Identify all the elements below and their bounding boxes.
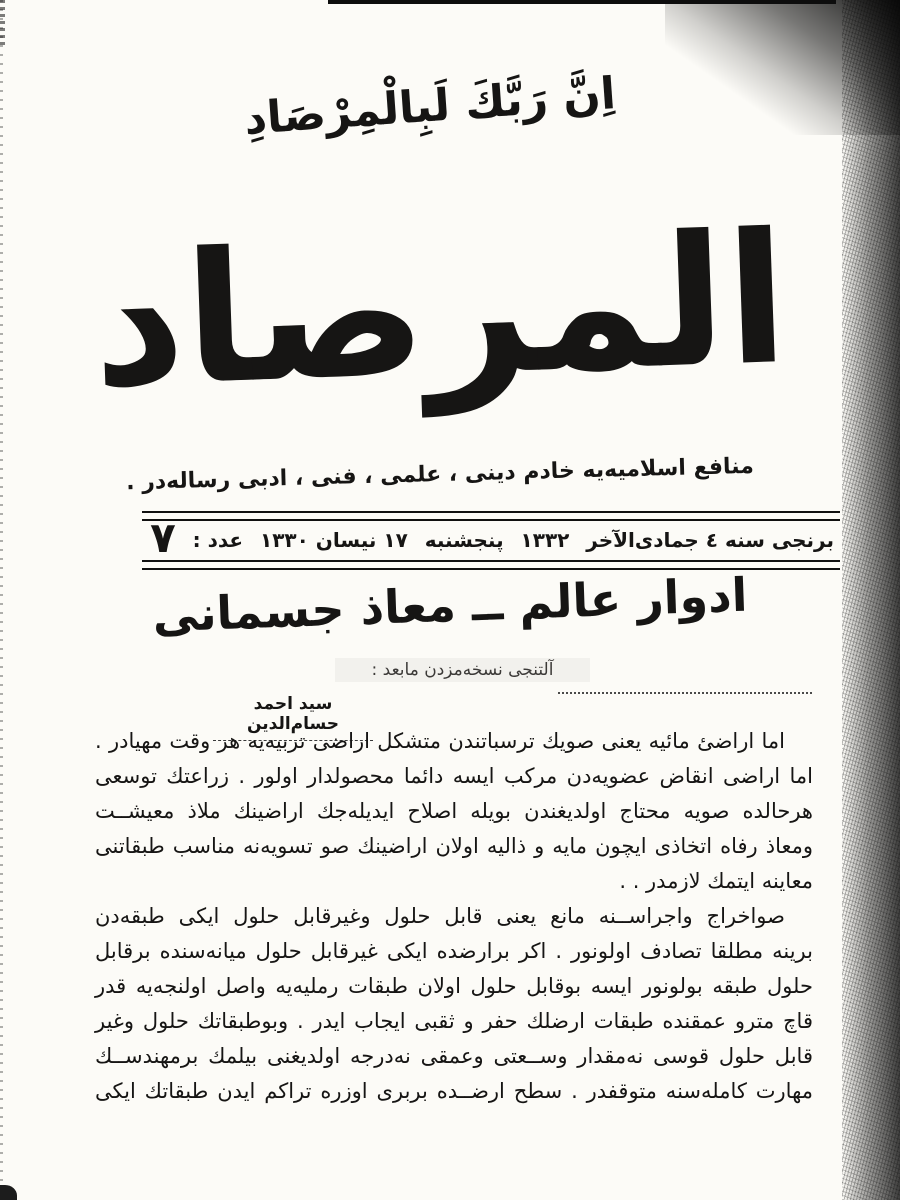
- body-line: اما اراضئ مائیه یعنی صویك ترسباتندن متشكل اراضی تربیه‌یه هر وقت مهیادر .: [95, 729, 785, 753]
- quran-motto: اِنَّ رَبَّكَ لَبِالْمِرْصَادِ: [242, 68, 618, 145]
- scan-top-edge-line: [328, 0, 836, 4]
- rumi-date: ١٧ نیسان ١٣٣٠: [260, 528, 408, 552]
- body-line: ومعاذ رفاه اتخاذی ایچون مایه و ذالیه اولان اراضینك صو تسویه‌نه مناسب طبقاتنی: [95, 834, 813, 858]
- body-line: برینه مطلقا تصادف اولونور . اكر برارضده ایكی غیرقابل حلول میانه‌سنده برقابل: [95, 939, 813, 963]
- weekday: پنجشنبه: [424, 528, 504, 552]
- masthead-subtitle: منافع اسلامیه‌یه خادم دینی ، علمی ، فنی ، ادبی رساله‌در .: [125, 453, 755, 496]
- body-line: صواخراج واجراســنه مانع یعنی قابل حلول وغیرقابل حلول ایكی طبقه‌دن: [95, 904, 785, 928]
- scan-bottom-left-artifact: [0, 1185, 17, 1200]
- issue-number: ٧: [150, 513, 176, 562]
- masthead-title: المرصاد: [88, 194, 792, 429]
- continuation-note: آلتنجی نسخه‌مزدن مابعد :: [335, 658, 590, 682]
- issue-info-row: [150, 513, 834, 562]
- dotted-rule: [558, 692, 812, 694]
- body-line: مهارت كامله‌سنه متوقفدر . سطح ارضــده بربری اوزره تراكم ایدن طبقاتك ایكی: [95, 1079, 813, 1103]
- author-name: سید احمد حسام‌الدین: [213, 694, 373, 741]
- body-line: قاچ مترو عمقنده طبقات ارضلك حفر و ثقبی ایجاب ایدر . وبوطبقاتك حلول وغیر: [95, 1009, 813, 1033]
- publication-year-text: برنجی سنه ٤ جمادی‌الآخر: [586, 528, 834, 552]
- body-line: حلول طبقه بولونور ایسه بوقابل حلول اولان طبقات رملیه‌یه واصل اولنجه‌یه قدر: [95, 974, 813, 998]
- article-heading: ادوار عالم ــ معاذ جسمانی: [151, 567, 749, 643]
- body-line: معاینه ایتمك لازمدر . .: [619, 869, 813, 893]
- article-body: [95, 724, 813, 1109]
- hijri-year: ١٣٣٢: [520, 528, 570, 552]
- body-line: هرحالده صویه محتاج اولدیغندن بویله اصلاح ایدیله‌جك اراضینك ملاذ معیشــت: [95, 799, 813, 823]
- body-line: قابل حلول قوسی نه‌مقدار وســعتی وعمقی نه‌درجه اولدیغنی بیلمك برمهندســك: [95, 1044, 813, 1068]
- issue-label: عدد :: [192, 528, 244, 552]
- upper-double-rule: [142, 511, 840, 521]
- body-line: اما اراضی انقاض عضویه‌دن مركب ایسه دائما محصولدار اولور . زراعتك توسعی: [95, 764, 813, 788]
